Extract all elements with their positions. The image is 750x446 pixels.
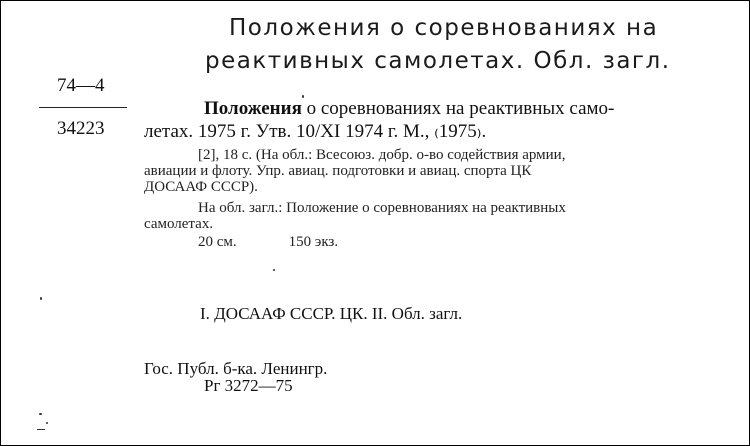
title-line-2: летах. 1975 г. Утв. 10/XI 1974 г. М., ₍1975₎.: [144, 121, 487, 142]
title-line-1: [204, 98, 614, 120]
library-record-number: Рг 3272—75: [204, 376, 293, 395]
size-value: 20 см.: [198, 234, 237, 250]
scan-speck: [40, 297, 42, 300]
title-line-1-rest: о соревнованиях на реактивных само-: [301, 98, 615, 119]
scan-speck: [273, 269, 275, 271]
handwritten-title-line-2: реактивных самолетах. Обл. загл.: [205, 48, 671, 74]
collation-note-line-3: ДОСААФ СССР).: [144, 179, 258, 195]
tracings: I. ДОСААФ СССР. ЦК. II. Обл. загл.: [200, 304, 463, 323]
shelfmark-divider: [39, 107, 127, 108]
cover-title-note-line-1: На обл. загл.: Положение о соревнованиях на реактивных: [198, 200, 566, 216]
cover-title-note-line-2: самолетах.: [144, 216, 214, 232]
scan-speck: [39, 413, 42, 415]
scan-speck: [37, 429, 45, 430]
scan-speck: [302, 95, 304, 98]
handwritten-title-line-1: Положения о соревнованиях на: [229, 15, 659, 41]
copies-value: 150 экз.: [288, 234, 339, 250]
collation-note-line-2: авиации и флоту. Упр. авиац. подготовки и авиац. спорта ЦК: [144, 163, 532, 179]
scan-speck: [46, 422, 48, 424]
title-bold-word: Положения: [204, 98, 302, 119]
collation-note-line-1: [2], 18 с. (На обл.: Всесоюз. добр. о-во содействия армии,: [198, 147, 566, 163]
shelfmark-bottom: 34223: [57, 118, 105, 139]
library-name: Гос. Публ. б-ка. Ленингр.: [144, 359, 328, 378]
size-and-copies: [198, 234, 338, 251]
shelfmark-top: 74—4: [57, 75, 105, 96]
